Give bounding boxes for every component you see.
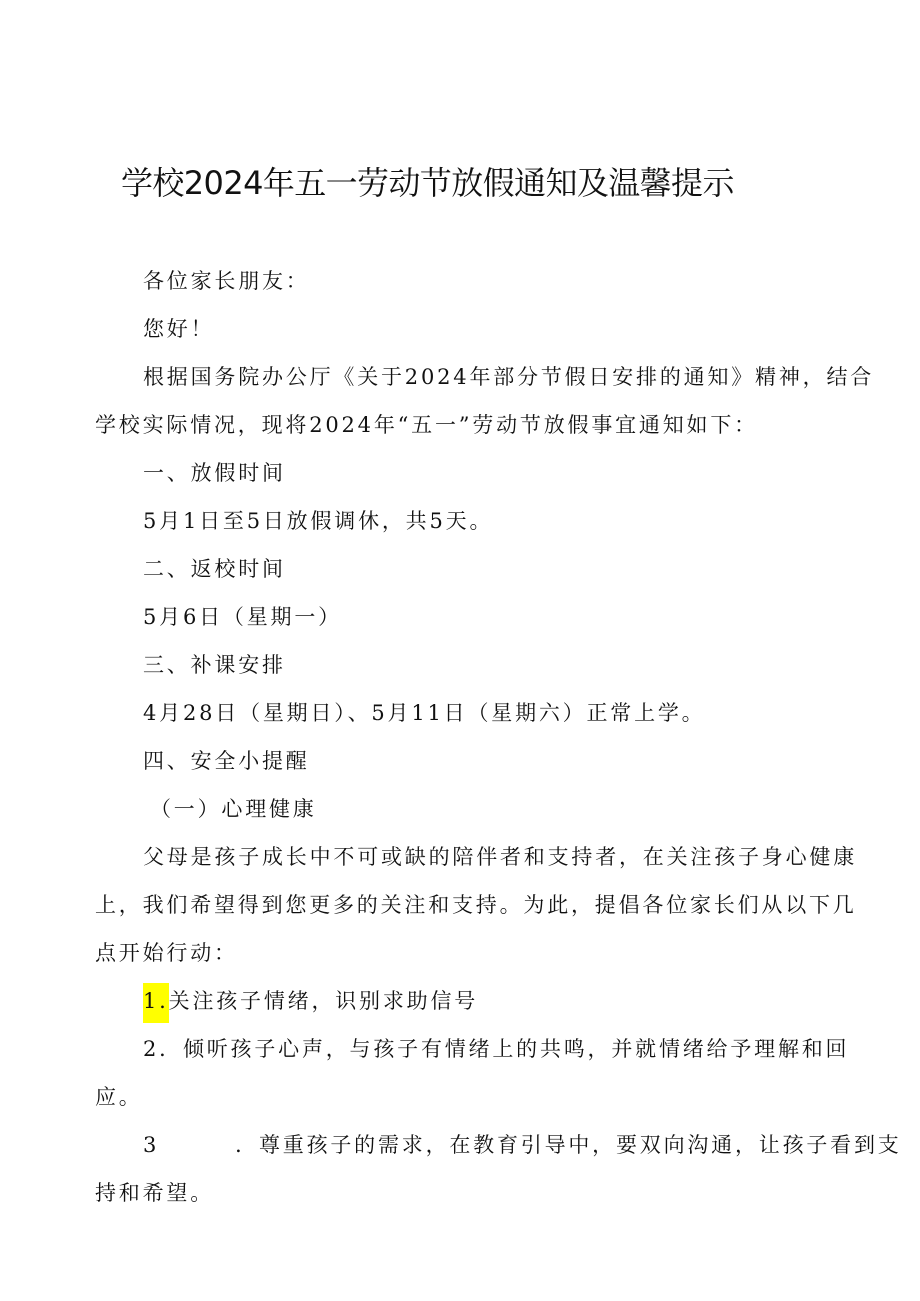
list-item-1 bbox=[143, 985, 478, 1015]
intro-line-2: 学校实际情况，现将2024年“五一”劳动节放假事宜通知如下： bbox=[95, 413, 758, 437]
section-3-heading: 三、补课安排 bbox=[143, 653, 286, 677]
paragraph-line-1: 父母是孩子成长中不可或缺的陪伴者和支持者，在关注孩子身心健康 bbox=[143, 845, 857, 869]
list-item-3 bbox=[143, 1129, 902, 1159]
section-2-body: 5月6日（星期一） bbox=[143, 605, 342, 629]
list-item-3-text: ．尊重孩子的需求，在教育引导中，要双向沟通，让孩子看到支 bbox=[235, 1133, 902, 1157]
section-2-heading: 二、返校时间 bbox=[143, 557, 286, 581]
section-4-heading: 四、安全小提醒 bbox=[143, 749, 310, 773]
highlighted-number: 1. bbox=[143, 983, 169, 1023]
section-1-heading: 一、放假时间 bbox=[143, 461, 286, 485]
section-3-body: 4月28日（星期日）、5月11日（星期六）正常上学。 bbox=[143, 701, 706, 725]
list-item-1-text: 关注孩子情绪，识别求助信号 bbox=[168, 989, 479, 1013]
paragraph-line-2: 上，我们希望得到您更多的关注和支持。为此，提倡各位家长们从以下几 bbox=[95, 893, 857, 917]
list-item-3-number: 3 bbox=[143, 1133, 160, 1157]
list-item-2-line-2: 应。 bbox=[95, 1085, 143, 1109]
section-1-body: 5月1日至5日放假调休，共5天。 bbox=[143, 509, 494, 533]
hello-line: 您好！ bbox=[143, 317, 215, 341]
subsection-1-heading: （一）心理健康 bbox=[150, 797, 317, 821]
list-item-2-line-1: 2．倾听孩子心声，与孩子有情绪上的共鸣，并就情绪给予理解和回 bbox=[143, 1037, 850, 1061]
paragraph-line-3: 点开始行动： bbox=[95, 941, 238, 965]
list-item-3-line-2: 持和希望。 bbox=[95, 1181, 214, 1205]
intro-line-1: 根据国务院办公厅《关于2024年部分节假日安排的通知》精神，结合 bbox=[143, 365, 875, 389]
document-title: 学校2024年五一劳动节放假通知及温馨提示 bbox=[121, 164, 734, 202]
greeting: 各位家长朋友： bbox=[143, 269, 310, 293]
